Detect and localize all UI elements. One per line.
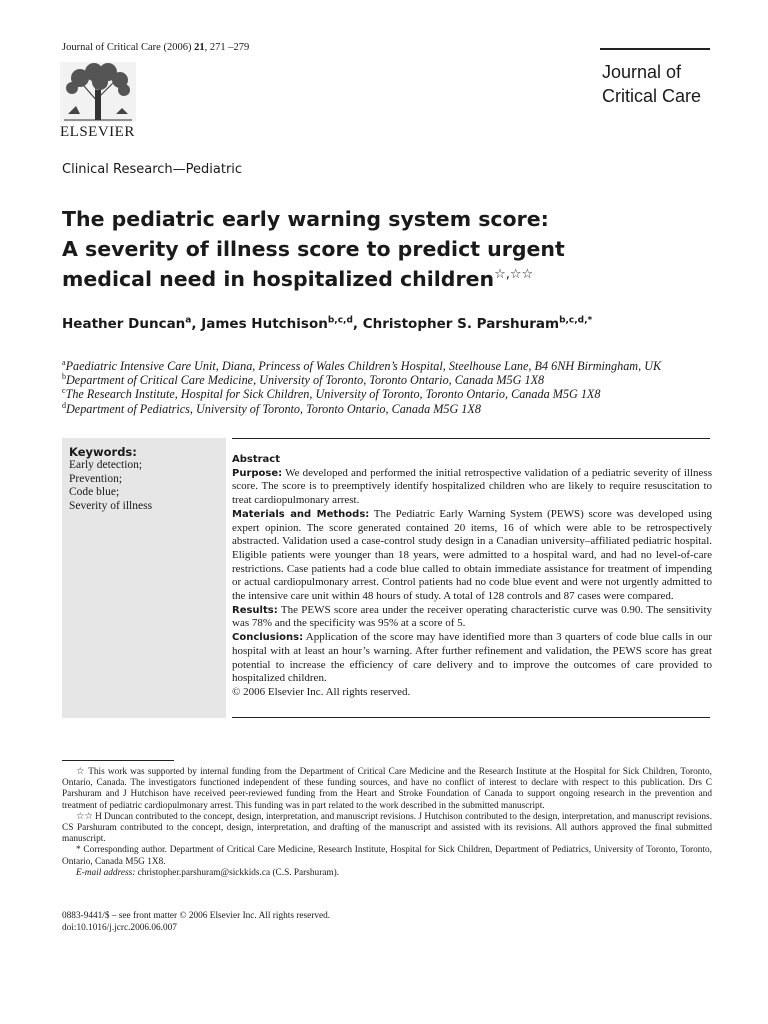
author-affil-sup: a xyxy=(185,315,192,326)
abstract xyxy=(232,453,712,700)
affiliation xyxy=(62,359,661,373)
journal-name-line2: Critical Care xyxy=(602,86,702,106)
title-footnote-marks: ☆,☆☆ xyxy=(494,267,534,283)
results-text: The PEWS score area under the receiver operating characteristic curve was 0.90. The sensitivity was 78% and the specificity was 95% at a score of 5. xyxy=(232,603,712,630)
affiliation-text: The Research Institute, Hospital for Sick Children, University of Toronto, Toronto Ontario, Canada M5G 1X8 xyxy=(65,387,601,402)
affiliation xyxy=(62,373,661,387)
keyword-item: Prevention; xyxy=(69,472,123,485)
author-name: Christopher S. Parshuram xyxy=(362,316,560,332)
abstract-purpose xyxy=(232,467,712,508)
keywords-title: Keywords: xyxy=(69,445,137,459)
section-label: Clinical Research—Pediatric xyxy=(62,162,243,177)
corresponding-author-footnote: * Corresponding author. Department of Critical Care Medicine, Research Institute, Hospital for Sick Children, Department of Pediatrics, University of Toronto, Toronto, Ontario, Canada M5G 1X8. xyxy=(62,845,712,867)
purpose-label: Purpose: xyxy=(232,467,283,479)
email-label: E-mail address: xyxy=(76,867,136,878)
abstract-copyright: © 2006 Elsevier Inc. All rights reserved. xyxy=(232,685,411,698)
abstract-rule-top xyxy=(232,438,710,439)
affiliation-sup: c xyxy=(62,386,66,396)
keyword-item: Severity of illness xyxy=(69,500,153,513)
article-title xyxy=(62,204,682,294)
email-footnote xyxy=(62,868,712,879)
title-line2: A severity of illness score to predict urgent xyxy=(62,237,565,261)
affiliation-sup: b xyxy=(62,372,66,382)
affiliation-text: Department of Pediatrics, University of Toronto, Toronto Ontario, Canada M5G 1X8 xyxy=(66,401,481,416)
abstract-methods xyxy=(232,508,712,604)
results-label: Results: xyxy=(232,604,278,616)
author-list xyxy=(62,316,592,332)
affiliations xyxy=(62,359,661,416)
author-sep: , xyxy=(352,316,363,332)
keyword-item: Code blue; xyxy=(69,486,120,499)
keyword-item: Early detection; xyxy=(69,459,143,471)
funding-footnote: ☆ This work was supported by internal funding from the Department of Critical Care Medicine and the Research Institute at the Hospital for Sick Children, Toronto, Ontario, Canada. The investigators functioned independent of these funding sources, and have no conflict of interest to declare with respect to this publication. Drs C Parshuram and J Hutchison have received peer-reviewed funding from the Heart and Stroke Foundation of Canada to support ongoing research in the prevention and treatment of pediatric cardiopulmonary arrest. This funding was in part related to the work described in the submitted manuscript. xyxy=(62,767,712,811)
purpose-text: We developed and performed the initial retrospective validation of a pediatric severity of illness score. The score is to preemptively identify hospitalized children who are likely to require resuscitation to treat cardiopulmonary arrest. xyxy=(232,466,712,507)
journal-name-line1: Journal of xyxy=(602,62,682,82)
affiliation-text: Paediatric Intensive Care Unit, Diana, Princess of Wales Children’s Hospital, Steelhouse Lane, B4 6NH Birmingham, UK xyxy=(65,359,662,373)
conclusions-label: Conclusions: xyxy=(232,632,304,644)
publisher-name: ELSEVIER xyxy=(60,124,135,140)
email-address[interactable]: christopher.parshuram@sickkids.ca (C.S. Parshuram). xyxy=(135,867,340,878)
author-name: Heather Duncan xyxy=(62,316,186,332)
title-line3: medical need in hospitalized children xyxy=(62,267,495,291)
journal-citation xyxy=(62,42,249,53)
journal-name xyxy=(602,60,701,108)
page-footer xyxy=(62,911,330,934)
doi-line[interactable]: doi:10.1016/j.jcrc.2006.06.007 xyxy=(62,922,177,933)
abstract-results xyxy=(232,604,712,631)
author-affil-sup: b,c,d,* xyxy=(559,315,593,326)
abstract-heading: Abstract xyxy=(232,454,281,465)
author-affil-sup: b,c,d xyxy=(327,315,353,326)
keywords-list xyxy=(69,459,152,514)
author-name: James Hutchison xyxy=(201,316,328,332)
citation-journal: Journal of Critical Care (2006) xyxy=(62,42,195,53)
affiliation xyxy=(62,402,661,416)
issn-line: 0883-9441/$ – see front matter © 2006 Elsevier Inc. All rights reserved. xyxy=(62,911,331,921)
methods-text: The Pediatric Early Warning System (PEWS) score was developed using expert opinion. The score generated contained 20 items, 16 of which were able to be retrospectively abstracted. Validation used a case-control study design in a Canadian university–affiliated pediatric hospital. Eligible patients were younger than 18 years, were admitted to a hospital ward, and had no level-of-care restrictions. Case patients had a code blue called to obtain immediate assistance for treatment of impending or actual cardiopulmonary arrest. Control patients had no code blue event and were not urgently admitted to the intensive care unit within 48 hours of study. A total of 128 controls and 87 cases were compared. xyxy=(232,507,713,603)
affiliation xyxy=(62,387,661,401)
footnote-rule xyxy=(62,760,174,761)
conclusions-text: Application of the score may have identified more than 3 quarters of code blue calls in our hospital with at least an hour’s warning. After further refinement and validation, the PEWS score has great potential to increase the efficiency of care delivery and to improve the outcomes of care provided to hospitalized children. xyxy=(232,631,712,685)
footnotes xyxy=(62,767,712,879)
abstract-rule-bottom xyxy=(232,717,710,718)
author-sep: , xyxy=(191,316,202,332)
affiliation-sup: a xyxy=(62,357,66,367)
title-line1: The pediatric early warning system score: xyxy=(62,207,549,231)
citation-volume: 21 xyxy=(194,42,205,53)
contributions-footnote: ☆☆ H Duncan contributed to the concept, design, interpretation, and manuscript revisions. J Hutchison contributed to the design, interpretation, and manuscript revisions. CS Parshuram contributed to the concept, design, interpretation, and drafting of the manuscript and assisted with its revisions. All authors approved the final submitted manuscript. xyxy=(62,811,712,845)
citation-pages: , 271 –279 xyxy=(204,42,250,53)
affiliation-text: Department of Critical Care Medicine, University of Toronto, Toronto Ontario, Canada M5G 1X8 xyxy=(66,373,545,388)
affiliation-sup: d xyxy=(62,400,66,410)
methods-label: Materials and Methods: xyxy=(232,508,370,520)
abstract-conclusions xyxy=(232,631,712,686)
journal-name-rule xyxy=(600,48,710,50)
